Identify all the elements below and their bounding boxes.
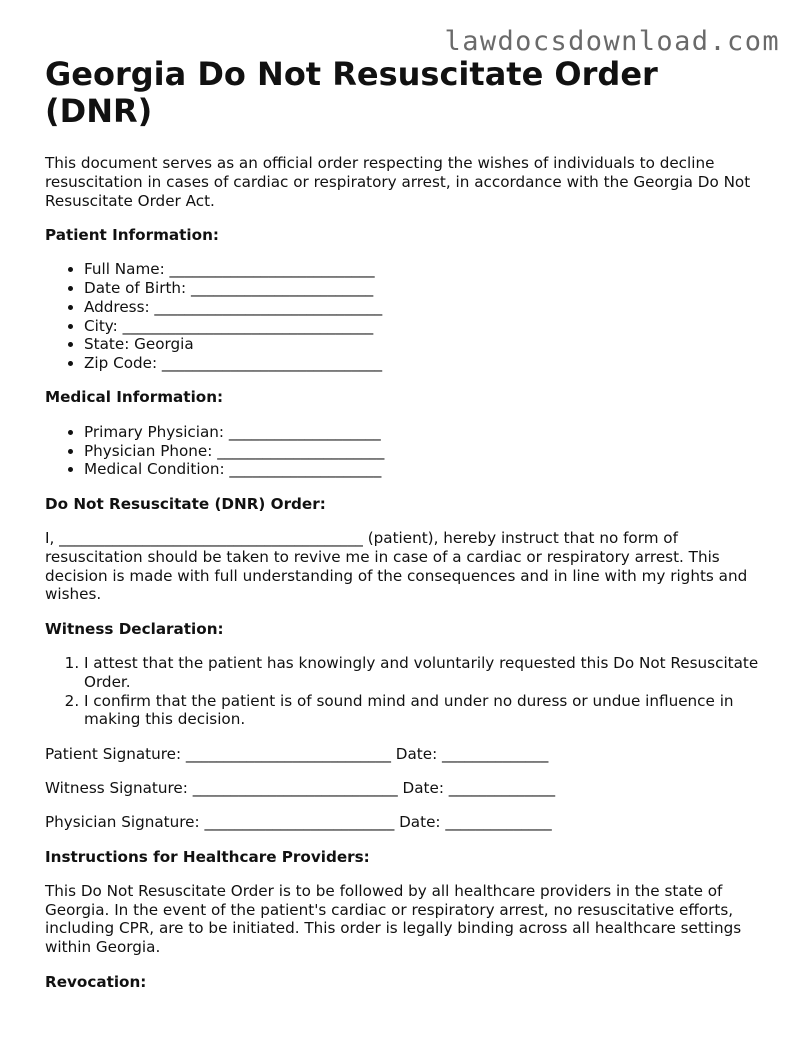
dnr-order-heading: Do Not Resuscitate (DNR) Order: bbox=[45, 494, 326, 513]
instructions-text: This Do Not Resuscitate Order is to be followed by all healthcare providers in the state of Georgia. In the event of the patient's cardiac or respiratory arrest, no resuscitative efforts, including CPR, are to be initiated. This order is legally binding across all healthcare settings within Georgia. bbox=[45, 881, 742, 957]
witness-attest-item: 1. I attest that the patient has knowingly and voluntarily requested this Do Not Resuscitate Order. bbox=[84, 654, 770, 692]
patient-zip-field: • Zip Code: _____________________________ bbox=[84, 354, 770, 373]
patient-address-field: • Address: ______________________________ bbox=[84, 298, 770, 317]
medical-info-heading: Medical Information: bbox=[45, 388, 224, 407]
medical-condition-field: • Medical Condition: ____________________ bbox=[84, 460, 770, 479]
witness-confirm-item: 2. I confirm that the patient is of sound mind and under no duress or undue influence in making this decision. bbox=[84, 692, 770, 730]
instructions-heading: Instructions for Healthcare Providers: bbox=[45, 847, 370, 866]
document-body bbox=[45, 56, 770, 1007]
physician-signature-line: Physician Signature: _________________________ Date: ______________ bbox=[45, 813, 552, 832]
patient-state-field: • State: Georgia bbox=[84, 335, 770, 354]
patient-info-heading: Patient Information: bbox=[45, 225, 219, 244]
witness-heading: Witness Declaration: bbox=[45, 619, 224, 638]
revocation-heading: Revocation: bbox=[45, 972, 147, 991]
medical-info-list bbox=[45, 423, 770, 479]
patient-city-field: • City: _________________________________ bbox=[84, 317, 770, 336]
primary-physician-field: • Primary Physician: ____________________ bbox=[84, 423, 770, 442]
witness-list bbox=[45, 654, 770, 729]
patient-full-name-field: • Full Name: ___________________________ bbox=[84, 260, 770, 279]
patient-info-list bbox=[45, 260, 770, 373]
physician-phone-field: • Physician Phone: ______________________ bbox=[84, 442, 770, 461]
dnr-order-text: I, ________________________________________ (patient), hereby instruct that no form of resuscitation should be taken to revive me in case of a cardiac or respiratory arrest. This decision is made with full understanding of the consequences and in line with my rights and wishes. bbox=[45, 528, 748, 604]
patient-signature-line: Patient Signature: ___________________________ Date: ______________ bbox=[45, 744, 549, 763]
witness-signature-line: Witness Signature: ___________________________ Date: ______________ bbox=[45, 778, 556, 797]
intro-paragraph: This document serves as an official order respecting the wishes of individuals to decline resuscitation in cases of cardiac or respiratory arrest, in accordance with the Georgia Do Not Resuscitate Order Act. bbox=[45, 154, 751, 210]
watermark: lawdocsdownload.com bbox=[444, 26, 780, 57]
document-title: Georgia Do Not Resuscitate Order (DNR) bbox=[45, 55, 658, 130]
patient-dob-field: • Date of Birth: ________________________ bbox=[84, 279, 770, 298]
